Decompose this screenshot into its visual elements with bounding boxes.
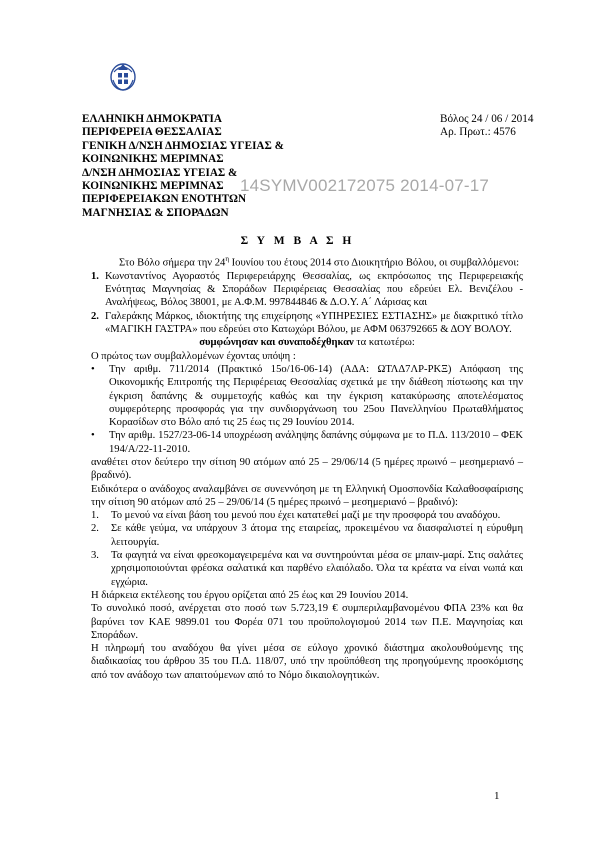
header-line: Δ/ΝΣΗ ΔΗΜΟΣΙΑΣ ΥΓΕΙΑΣ & <box>82 166 238 179</box>
duration-paragraph: Η διάρκεια εκτέλεσης του έργου ορίζεται από 25 έως και 29 Ιουνίου 2014. <box>91 589 409 601</box>
header-line: ΕΛΛΗΝΙΚΗ ΔΗΜΟΚΡΑΤΙΑ <box>82 113 222 125</box>
header-line: ΚΟΙΝΩΝΙΚΗΣ ΜΕΡΙΜΝΑΣ <box>82 153 224 166</box>
document-title: Σ Υ Μ Β Α Σ Η <box>240 235 355 247</box>
term-number: 2. <box>91 523 99 535</box>
page-number: 1 <box>494 790 500 802</box>
party-number: 2. <box>91 310 99 322</box>
specifically-paragraph: Ειδικότερα ο ανάδοχος αναλαμβάνει σε συνεννόηση με τη Ελληνική Ομοσπονδία Καλαθοσφαίρισης την σίτιση 90 ατόμων από 25 – 29/06/14 (5 ημέρες πρωινό – μεσημεριανό – βραδινό): <box>91 483 523 508</box>
issuer-header <box>82 113 284 220</box>
header-line: ΠΕΡΙΦΕΡΕΙΑ ΘΕΣΣΑΛΙΑΣ <box>82 126 222 139</box>
bullet-text: Την αριθμ. 711/2014 (Πρακτικό 15ο/16-06-14) (ΑΔΑ: ΩΤΛΔ7ΛΡ-ΡΚΞ) Απόφαση της Οικονομικής Επιτροπής της Περιφέρειας Θεσσαλίας σχετικά με την διάθεση πίστωσης και την έγκριση δαπάνης & συμμετοχής καθώς και την έγκριση κατακύρωσης αποτελέσματος συμφερότερης προσφοράς για την συνδιοργάνωση του 25ου Πανελληνίου Πρωταθλήματος Κορασίδων στο Βόλο από τις 25 έως τις 29 Ιουνίου 2014. <box>109 363 523 429</box>
header-line: ΠΕΡΙΦΕΡΕΙΑΚΩΝ ΕΝΟΤΗΤΩΝ <box>82 193 247 206</box>
term-item <box>91 549 523 589</box>
assign-paragraph: αναθέτει στον δεύτερο την σίτιση 90 ατόμων από 25 – 29/06/14 (5 ημέρες πρωινό – μεσημεριανό – βραδινό). <box>91 456 523 482</box>
party-text: Γαλεράκης Μάρκος, ιδιοκτήτης της επιχείρησης «ΥΠΗΡΕΣΙΕΣ ΕΣΤΙΑΣΗΣ» με διακριτικό τίτλο «ΜΑΓΙΚΗ ΓΑΣΤΡΑ» που εδρεύει στο Κατωχώρι Βόλου, με ΑΦΜ 063792665 & ΔΟΥ ΒΟΛΟΥ. <box>105 310 523 336</box>
agreed-line <box>91 336 523 349</box>
bullet-icon: • <box>91 430 95 442</box>
bullet-icon: • <box>91 363 95 375</box>
agreed-bold: συμφώνησαν και συναποδέχθηκαν <box>199 337 354 349</box>
term-text: Τα φαγητά να είναι φρεσκομαγειρεμένα και να συντηρούνται μέσα σε μπαιν-μαρί. Στις σαλάτες χρησιμοποιούνται φρέσκα σαλατικά και παρθένο ελαιόλαδο. Όλα τα κρέατα να είναι νωπά και εγχώρια. <box>111 550 523 588</box>
amount-paragraph: Το συνολικό ποσό, ανέρχεται στο ποσό των 5.723,19 € συμπεριλαμβανομένου ΦΠΑ 23% και θα βαρύνει τον ΚΑΕ 9899.01 του Φορέα 071 του προϋπολογισμού 2014 των Π.Ε. Μαγνησίας και Σποράδων. <box>91 603 523 641</box>
party-number: 1. <box>91 270 99 282</box>
header-line: ΓΕΝΙΚΗ Δ/ΝΣΗ ΔΗΜΟΣΙΑΣ ΥΓΕΙΑΣ & <box>82 139 284 152</box>
document-meta <box>440 113 533 140</box>
term-item <box>91 522 523 549</box>
term-number: 1. <box>91 510 99 522</box>
party-text: Κωνσταντίνος Αγοραστός Περιφερειάρχης Θεσσαλίας, ως εκπρόσωπος της Περιφερειακής Ενότητας Μαγνησίας & Σποράδων Περιφέρειας Θεσσαλίας που εδρεύει Ελ. Βενιζέλου - Αναλήψεως, Βόλος 38001, με Α.Φ.Μ. 997844846 & Δ.Ο.Υ. Α΄ Λάρισας και <box>105 270 523 309</box>
diavgeia-watermark: 14SYMV002172075 2014-07-17 <box>240 176 490 195</box>
party-item <box>91 310 523 337</box>
intro-paragraph: Στο Βόλο σήμερα την $24^\eta$ Ιουνίου του έτους 2014 στο Διοικητήριο Βόλου, οι συμβαλλόμενοι: <box>119 255 520 269</box>
bullet-item <box>91 429 523 456</box>
protocol-number: Αρ. Πρωτ.: 4576 <box>440 126 516 139</box>
agreed-rest: τα κατωτέρω: <box>353 337 415 349</box>
term-number: 3. <box>91 550 99 562</box>
greek-coat-of-arms-icon <box>108 60 138 92</box>
header-line: ΜΑΓΝΗΣΙΑΣ & ΣΠΟΡΑΔΩΝ <box>82 206 229 219</box>
term-item <box>91 509 523 522</box>
term-text: Το μενού να είναι βάση του μενού που έχει κατατεθεί μαζί με την προσφορά του αναδόχου. <box>111 510 501 522</box>
payment-paragraph: Η πληρωμή του αναδόχου θα γίνει μέσα σε εύλογο χρονικό διάστημα ακολουθούμενης της διαδικασίας του άρθρου 35 του Π.Δ. 118/07, υπό την προϋπόθεση της προηγούμενης προσκόμισης από τον ανάδοχο των απαιτούμενων από το Νόμο δικαιολογητικών. <box>91 643 523 681</box>
term-text: Σε κάθε γεύμα, να υπάρχουν 3 άτομα της εταιρείας, προκειμένου να διασφαλιστεί η εύρυθμη λειτουργία. <box>111 523 523 548</box>
contract-body <box>91 253 523 682</box>
party-item <box>91 270 523 310</box>
first-party-intro: Ο πρώτος των συμβαλλομένων έχοντας υπόψη : <box>91 350 296 362</box>
bullet-text: Την αριθμ. 1527/23-06-14 υποχρέωση ανάληψης δαπάνης σύμφωνα με το Π.Δ. 113/2010 – ΦΕΚ 194/Α/22-11-2010. <box>109 430 523 455</box>
header-line: ΚΟΙΝΩΝΙΚΗΣ ΜΕΡΙΜΝΑΣ <box>82 179 224 192</box>
bullet-item <box>91 363 523 429</box>
document-date: Βόλος 24 / 06 / 2014 <box>440 113 534 125</box>
